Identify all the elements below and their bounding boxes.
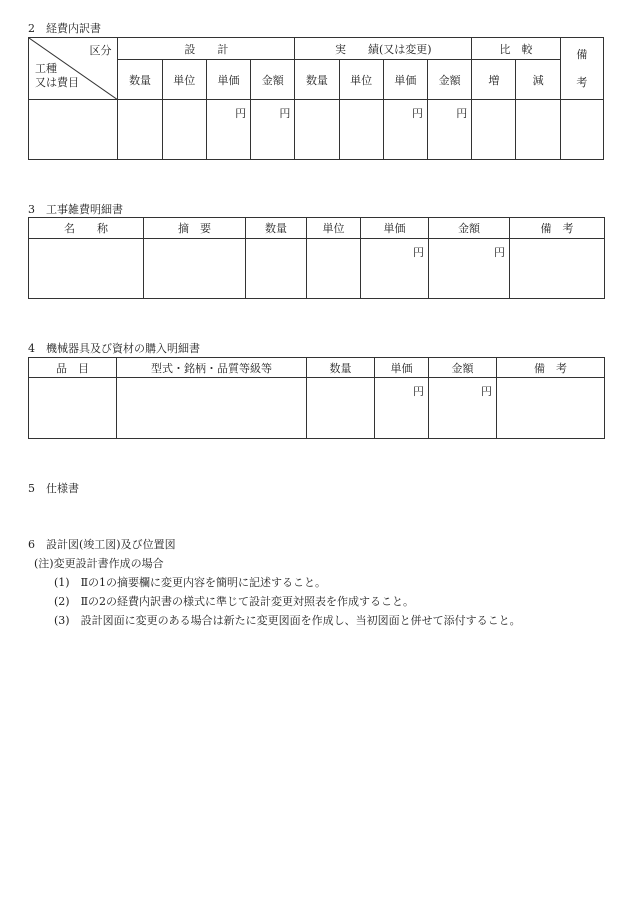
actual-amount-header: 金額: [427, 60, 471, 100]
compare-group-header: 比 較: [472, 38, 560, 60]
remarks-header: 備 考: [560, 38, 603, 100]
amount-yen: 円: [429, 239, 510, 299]
design-price-header: 単価: [206, 60, 250, 100]
section-3-heading: 3 工事雑費明細書: [28, 203, 123, 216]
col-remarks-header: 備 考: [510, 218, 605, 239]
actual-price-header: 単価: [383, 60, 427, 100]
design-qty-header: 数量: [118, 60, 162, 100]
note-title: (注)変更設計書作成の場合: [34, 557, 164, 570]
corner-header-cell: [29, 38, 118, 100]
design-amount-header: 金額: [251, 60, 295, 100]
col-qty-header: 数量: [246, 218, 307, 239]
section-4-heading: 4 機械器具及び資材の購入明細書: [28, 342, 200, 355]
actual-amount-yen: 円: [427, 100, 471, 160]
design-unit-header: 単位: [162, 60, 206, 100]
section-2-heading: 2 経費内訳書: [28, 22, 101, 35]
col-amount-header: 金額: [429, 358, 497, 378]
design-group-header: 設 計: [118, 38, 295, 60]
table-row: [29, 100, 604, 160]
col-price-header: 単価: [361, 218, 429, 239]
price-yen: 円: [361, 239, 429, 299]
col-model-header: 型式・銘柄・品質等級等: [117, 358, 307, 378]
col-price-header: 単価: [375, 358, 429, 378]
col-qty-header: 数量: [307, 358, 375, 378]
col-name-header: 名 称: [29, 218, 144, 239]
section-6-heading: 6 設計図(竣工図)及び位置図: [28, 538, 176, 551]
price-yen: 円: [375, 378, 429, 439]
increase-header: 増: [472, 60, 516, 100]
actual-group-header: 実 績(又は変更): [295, 38, 472, 60]
amount-yen: 円: [429, 378, 497, 439]
actual-qty-header: 数量: [295, 60, 339, 100]
corner-category-label: 区分: [89, 44, 112, 57]
design-amount-yen: 円: [251, 100, 295, 160]
table-row: [29, 239, 605, 299]
corner-work-type-label: 工種 又は費目: [35, 62, 79, 89]
purchase-detail-table: [28, 357, 605, 439]
actual-unit-header: 単位: [339, 60, 383, 100]
col-summary-header: 摘 要: [144, 218, 246, 239]
col-unit-header: 単位: [307, 218, 361, 239]
note-item-1: (1) Ⅱの1の摘要欄に変更内容を簡明に記述すること。: [54, 576, 327, 589]
col-amount-header: 金額: [429, 218, 510, 239]
decrease-header: 減: [516, 60, 560, 100]
design-price-yen: 円: [206, 100, 250, 160]
expense-breakdown-table: [28, 37, 604, 160]
section-5-heading: 5 仕様書: [28, 482, 79, 495]
note-item-3: (3) 設計図面に変更のある場合は新たに変更図面を作成し、当初図面と併せて添付すること。: [54, 614, 521, 627]
col-item-header: 品 目: [29, 358, 117, 378]
table-row: [29, 378, 605, 439]
col-remarks-header: 備 考: [497, 358, 605, 378]
note-item-2: (2) Ⅱの2の経費内訳書の様式に準じて設計変更対照表を作成すること。: [54, 595, 415, 608]
actual-price-yen: 円: [383, 100, 427, 160]
misc-expense-table: [28, 217, 605, 299]
